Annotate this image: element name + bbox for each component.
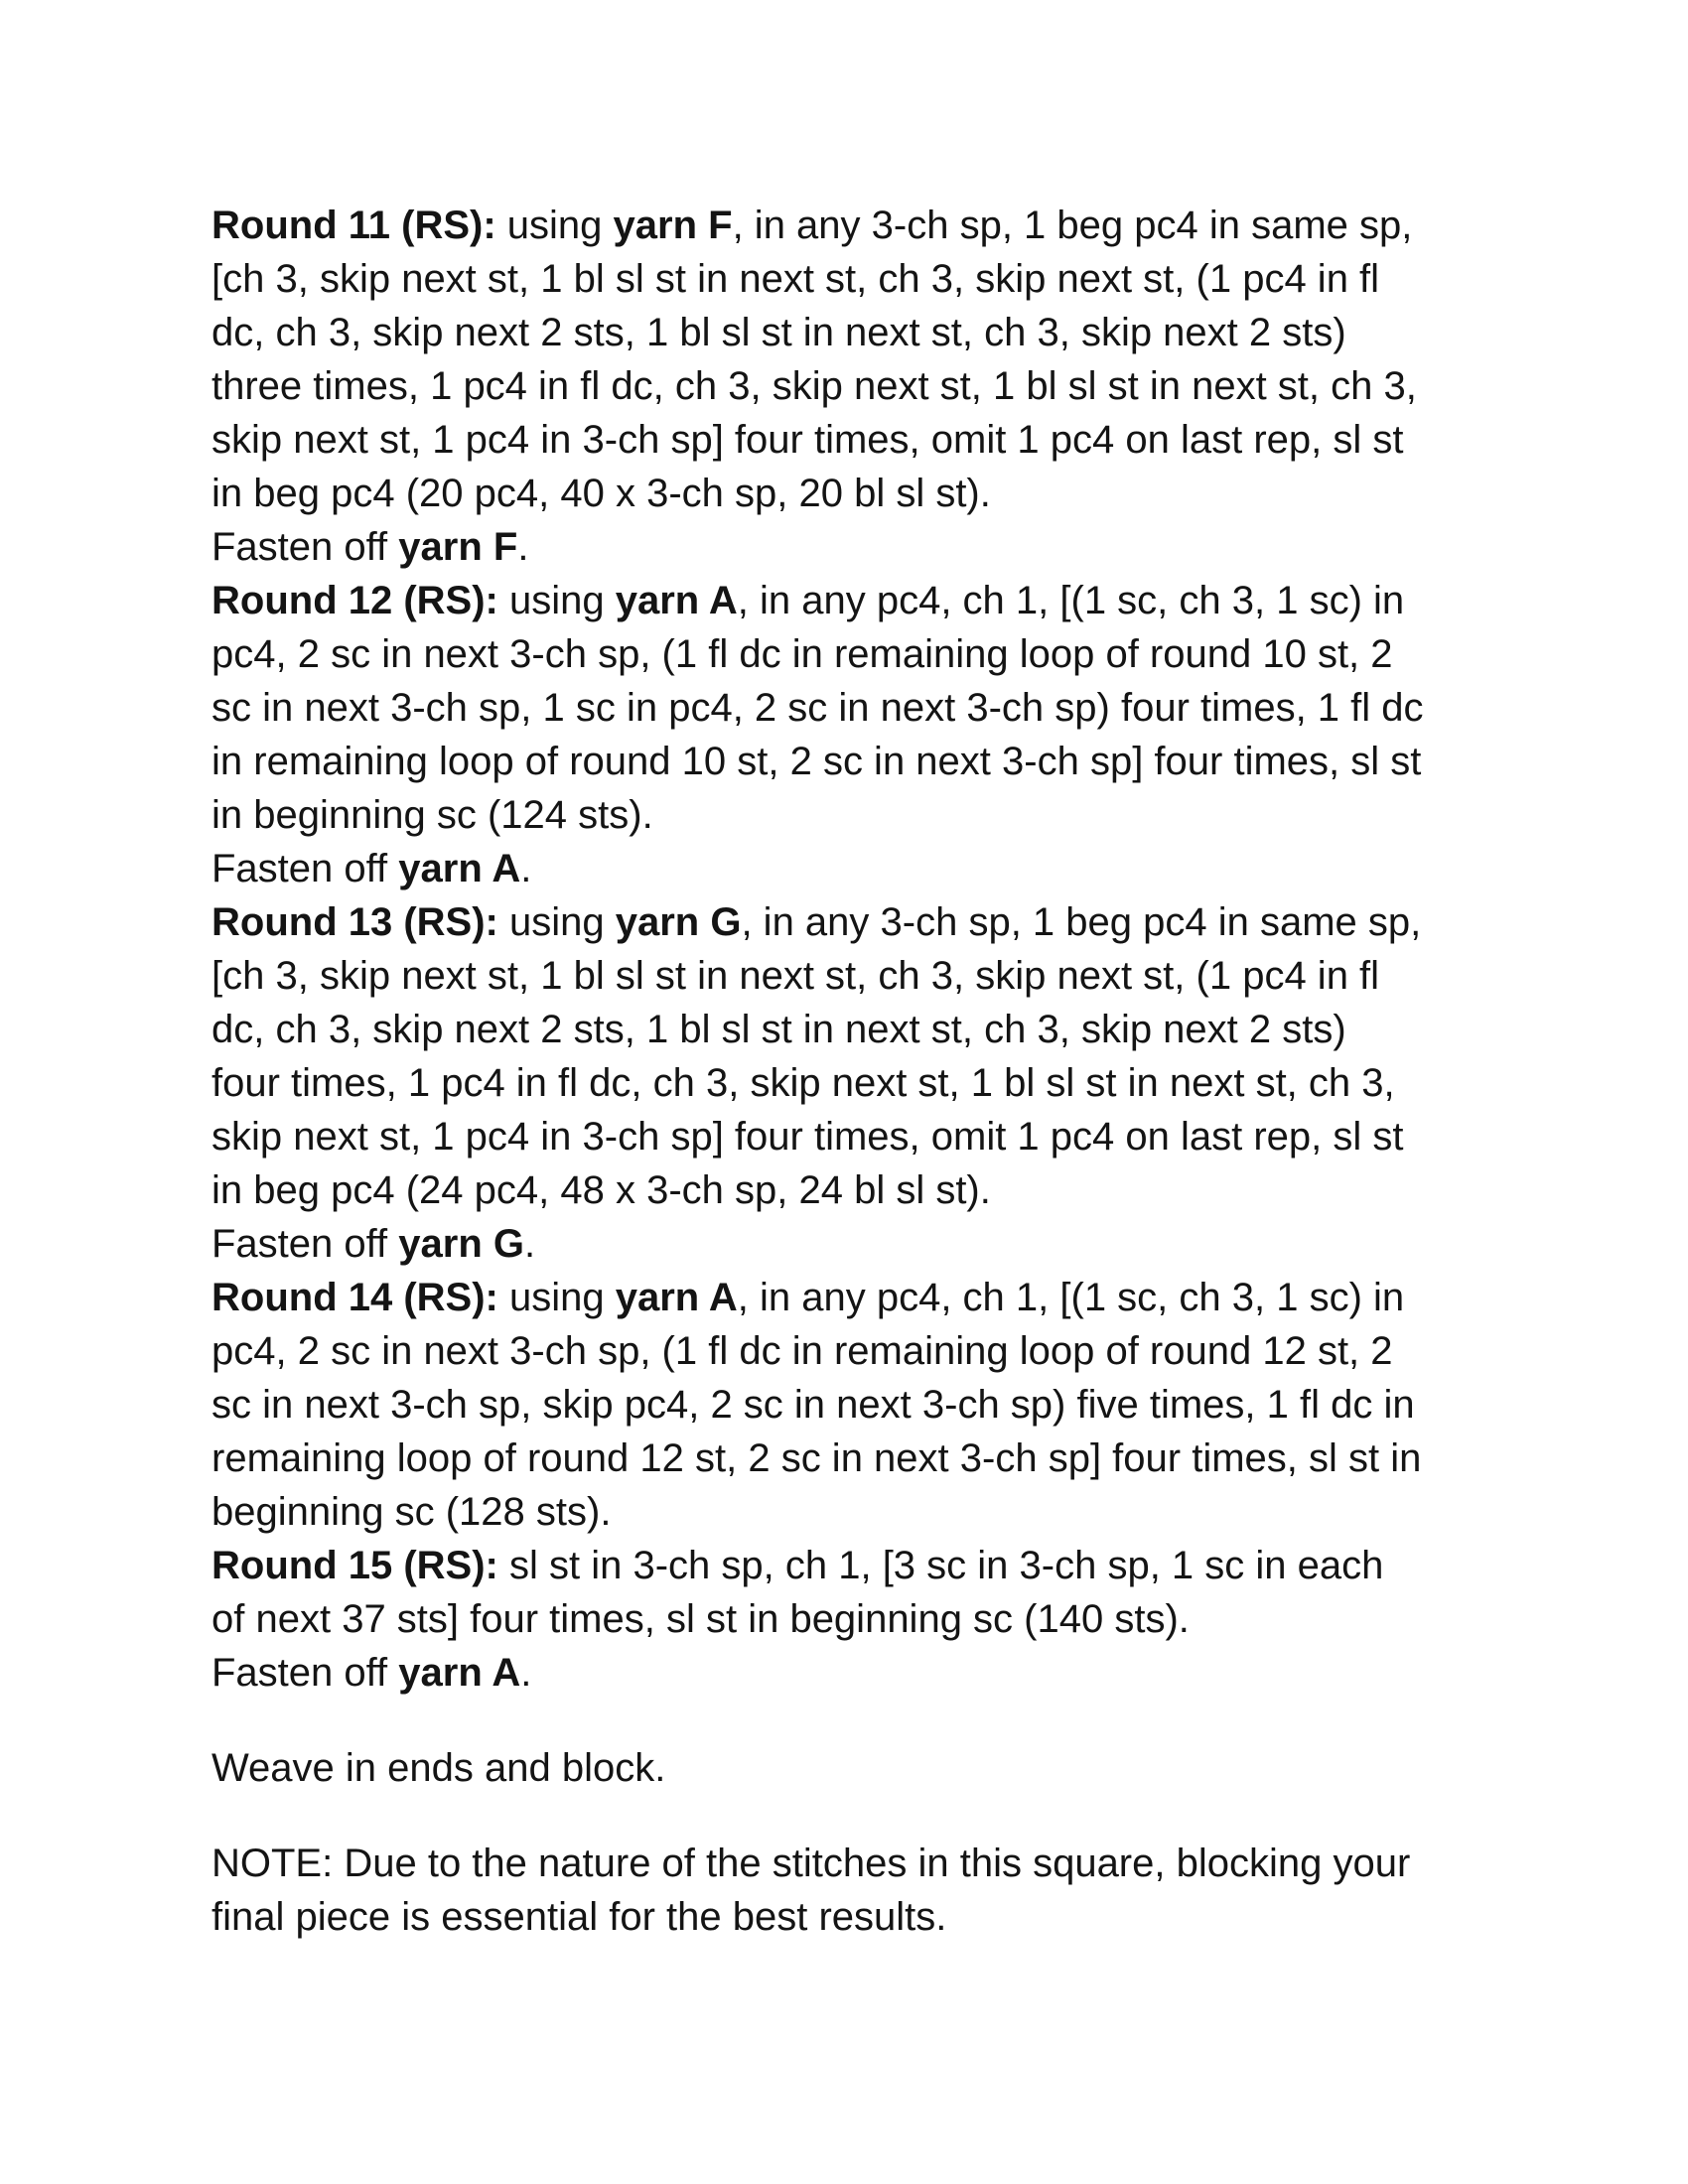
note-line-2: final piece is essential for the best results.	[211, 1895, 947, 1939]
round-14-line-5: beginning sc (128 sts).	[211, 1490, 612, 1534]
round-15-fasten-off: Fasten off yarn A.	[211, 1651, 532, 1695]
round-15-line-2: of next 37 sts] four times, sl st in beginning sc (140 sts).	[211, 1597, 1190, 1641]
round-11-line-2: [ch 3, skip next st, 1 bl sl st in next st, ch 3, skip next st, (1 pc4 in fl	[211, 257, 1380, 301]
round-11-line-5: skip next st, 1 pc4 in 3-ch sp] four times, omit 1 pc4 on last rep, sl st	[211, 418, 1404, 462]
paragraph-gap	[211, 1700, 1502, 1741]
yarn-label: yarn A	[615, 579, 738, 622]
round-13-line-5: skip next st, 1 pc4 in 3-ch sp] four times, omit 1 pc4 on last rep, sl st	[211, 1115, 1404, 1159]
round-12-line-5: in beginning sc (124 sts).	[211, 793, 653, 837]
round-15-heading: Round 15 (RS):	[211, 1544, 498, 1587]
round-13-line-6: in beg pc4 (24 pc4, 48 x 3-ch sp, 24 bl sl st).	[211, 1168, 991, 1212]
round-14-line-4: remaining loop of round 12 st, 2 sc in next 3-ch sp] four times, sl st in	[211, 1436, 1422, 1480]
yarn-label: yarn A	[398, 847, 521, 890]
round-13-heading: Round 13 (RS):	[211, 900, 498, 944]
yarn-label: yarn A	[615, 1276, 738, 1319]
round-14-heading: Round 14 (RS):	[211, 1276, 498, 1319]
round-11-fasten-off: Fasten off yarn F.	[211, 525, 529, 569]
round-13-line-4: four times, 1 pc4 in fl dc, ch 3, skip next st, 1 bl sl st in next st, ch 3,	[211, 1061, 1395, 1105]
round-11-line-4: three times, 1 pc4 in fl dc, ch 3, skip next st, 1 bl sl st in next st, ch 3,	[211, 364, 1417, 408]
round-12-line-2: pc4, 2 sc in next 3-ch sp, (1 fl dc in remaining loop of round 10 st, 2	[211, 632, 1393, 676]
round-12-fasten-off: Fasten off yarn A.	[211, 847, 532, 890]
yarn-label: yarn F	[398, 525, 518, 569]
round-11-heading: Round 11 (RS):	[211, 204, 496, 247]
round-13-line-3: dc, ch 3, skip next 2 sts, 1 bl sl st in next st, ch 3, skip next 2 sts)	[211, 1008, 1346, 1051]
document-page	[211, 199, 1502, 1944]
round-13-fasten-off: Fasten off yarn G.	[211, 1222, 536, 1266]
round-14-line-1: Round 14 (RS): using yarn A, in any pc4, ch 1, [(1 sc, ch 3, 1 sc) in	[211, 1276, 1405, 1319]
round-12-line-3: sc in next 3-ch sp, 1 sc in pc4, 2 sc in next 3-ch sp) four times, 1 fl dc	[211, 686, 1424, 730]
round-13-line-1: Round 13 (RS): using yarn G, in any 3-ch sp, 1 beg pc4 in same sp,	[211, 900, 1422, 944]
round-13-line-2: [ch 3, skip next st, 1 bl sl st in next st, ch 3, skip next st, (1 pc4 in fl	[211, 954, 1380, 998]
note-line-1: NOTE: Due to the nature of the stitches in this square, blocking your	[211, 1842, 1411, 1885]
weave-instruction: Weave in ends and block.	[211, 1746, 666, 1790]
paragraph-gap	[211, 1795, 1502, 1837]
round-11-line-3: dc, ch 3, skip next 2 sts, 1 bl sl st in next st, ch 3, skip next 2 sts)	[211, 311, 1346, 354]
yarn-label: yarn G	[398, 1222, 524, 1266]
yarn-label: yarn G	[615, 900, 742, 944]
round-14-line-2: pc4, 2 sc in next 3-ch sp, (1 fl dc in remaining loop of round 12 st, 2	[211, 1329, 1393, 1373]
round-12-heading: Round 12 (RS):	[211, 579, 498, 622]
round-14-line-3: sc in next 3-ch sp, skip pc4, 2 sc in next 3-ch sp) five times, 1 fl dc in	[211, 1383, 1415, 1427]
round-11-line-1: Round 11 (RS): using yarn F, in any 3-ch sp, 1 beg pc4 in same sp,	[211, 204, 1413, 247]
round-12-line-4: in remaining loop of round 10 st, 2 sc in next 3-ch sp] four times, sl st	[211, 740, 1422, 783]
yarn-label: yarn A	[398, 1651, 521, 1695]
round-15-line-1: Round 15 (RS): sl st in 3-ch sp, ch 1, [3 sc in 3-ch sp, 1 sc in each	[211, 1544, 1384, 1587]
yarn-label: yarn F	[613, 204, 733, 247]
round-12-line-1: Round 12 (RS): using yarn A, in any pc4, ch 1, [(1 sc, ch 3, 1 sc) in	[211, 579, 1405, 622]
round-11-line-6: in beg pc4 (20 pc4, 40 x 3-ch sp, 20 bl sl st).	[211, 472, 991, 515]
